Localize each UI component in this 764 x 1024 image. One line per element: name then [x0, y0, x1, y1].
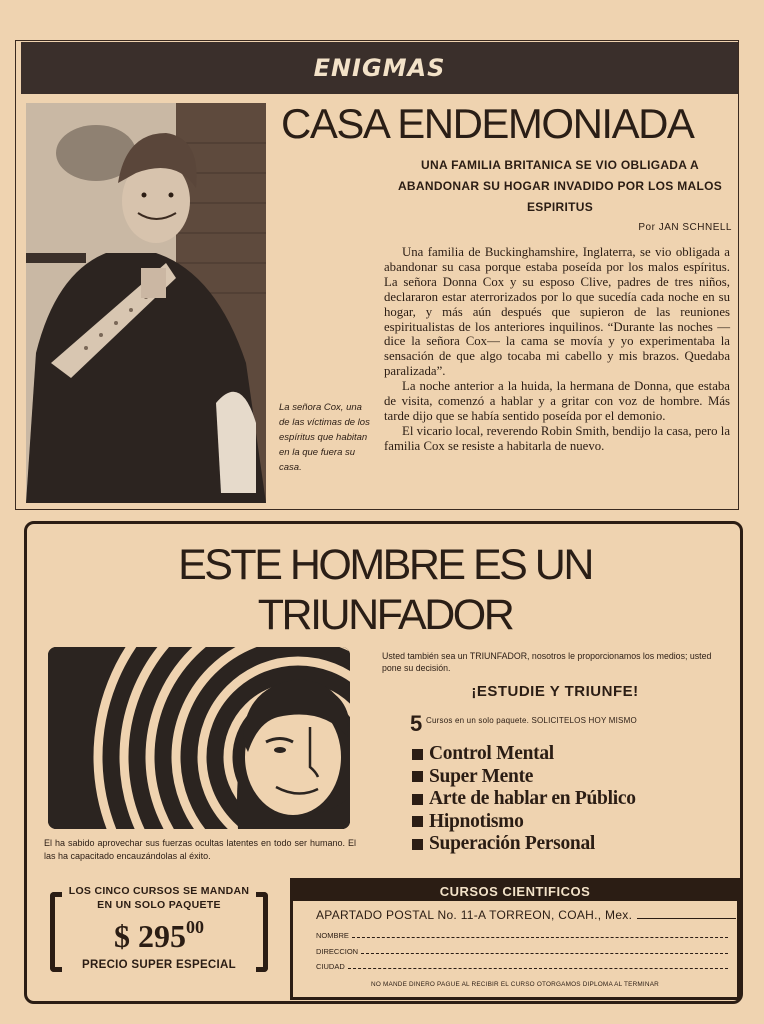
- field-line[interactable]: [348, 968, 728, 969]
- ad-title: [60, 540, 710, 640]
- ad-title-line: TRIUNFADOR: [257, 591, 513, 639]
- field-label: NOMBRE: [316, 931, 349, 940]
- course-item: [412, 766, 732, 789]
- price-line: LOS CINCO CURSOS SE MANDAN: [68, 885, 250, 897]
- course-label: Control Mental: [429, 743, 554, 765]
- course-item: [412, 788, 732, 811]
- course-item: [412, 833, 732, 856]
- price-line: EN UN SOLO PAQUETE: [97, 899, 221, 911]
- ad-image-caption: El ha sabido aprovechar sus fuerzas ocultas latentes en todo ser humano. El las ha capacitado encauzándolas al éxito.: [44, 838, 356, 861]
- article-paragraph: El vicario local, reverendo Robin Smith, bendijo la casa, pero la familia Cox se resiste a habitarla de nuevo.: [384, 423, 730, 453]
- article-headline: CASA ENDEMONIADA: [281, 100, 694, 147]
- man-with-rings-illustration: [48, 647, 350, 829]
- square-bullet-icon: [412, 794, 423, 805]
- city-field[interactable]: [316, 962, 728, 971]
- price-label: PRECIO SUPER ESPECIAL: [82, 959, 236, 971]
- photo-caption: La señora Cox, una de las víctimas de los espíritus que habitan en la que fuera su casa.: [279, 402, 370, 473]
- coupon-header: [293, 881, 737, 901]
- coupon-note: NO MANDE DINERO PAGUE AL RECIBIR EL CURSO OTORGAMOS DIPLOMA AL TERMINAR: [371, 981, 659, 988]
- course-label: Hipnotismo: [429, 810, 524, 832]
- ad-man-illustration: [48, 647, 350, 829]
- ad-slogan: ¡ESTUDIE Y TRIUNFE!: [471, 683, 639, 700]
- square-bullet-icon: [412, 771, 423, 782]
- field-line[interactable]: [352, 937, 728, 938]
- course-item: [412, 743, 732, 766]
- ad-intro-text: Usted también sea un TRIUNFADOR, nosotros le proporcionamos los medios; usted pone su decisión.: [382, 651, 712, 673]
- article-subhead: UNA FAMILIA BRITANICA SE VIO OBLIGADA A ABANDONAR SU HOGAR INVADIDO POR LOS MALOS ESPIRITUS: [397, 158, 723, 214]
- coupon-address-text: APARTADO POSTAL No. 11-A TORREON, COAH., Mex.: [316, 908, 633, 922]
- square-bullet-icon: [412, 816, 423, 827]
- article-paragraph: Una familia de Buckinghamshire, Inglaterra, se vio obligada a abandonar su casa porque estaba poseída por los malos espíritus. La señora Donna Cox y su esposo Clive, padres de tres niños, declararon estar aterrorizados por lo que sucedía cada noche en su hogar, y más aún después que supieron de las reuniones espiritualistas de los anteriores inquilinos. “Durante las noches —dice la señora Cox— la cama se movía y yo experimentaba la sensación de que algo tocaba mi cabello y mis brazos. Quedaba paralizada”.: [384, 245, 730, 379]
- square-bullet-icon: [412, 839, 423, 850]
- article-body: [384, 245, 730, 454]
- article-photo: [26, 103, 266, 503]
- address-line: [637, 918, 736, 919]
- course-list: [412, 743, 732, 856]
- article-paragraph: La noche anterior a la huida, la hermana de Donna, que estaba de visita, comenzó a hablar y a gritar con voz de hombre. Más tarde dijo que se había sentido poseída por el demonio.: [384, 379, 730, 423]
- field-label: DIRECCION: [316, 947, 359, 956]
- field-label: CIUDAD: [316, 962, 345, 971]
- square-bullet-icon: [412, 749, 423, 760]
- course-count: 5: [410, 711, 423, 736]
- field-line[interactable]: [361, 953, 728, 954]
- section-header: [21, 42, 738, 94]
- order-coupon: [290, 878, 740, 1000]
- price-value: 295: [138, 918, 186, 954]
- price-box: [50, 880, 268, 980]
- price-currency: $: [114, 918, 130, 954]
- price-amount: [50, 917, 268, 955]
- course-label: Superación Personal: [429, 833, 596, 855]
- course-label: Arte de hablar en Público: [429, 788, 636, 810]
- price-cents: 00: [186, 917, 204, 937]
- section-title: ENIGMAS: [313, 54, 446, 82]
- woman-photo-illustration: [26, 103, 266, 503]
- ad-title-line: ESTE HOMBRE ES UN: [178, 541, 592, 589]
- course-label: Super Mente: [429, 765, 534, 787]
- course-count-text: Cursos en un solo paquete. SOLICITELOS HOY MISMO: [426, 716, 637, 725]
- coupon-address: [316, 908, 736, 922]
- article-byline: Por JAN SCHNELL: [638, 222, 732, 233]
- coupon-header-label: CURSOS CIENTIFICOS: [439, 883, 591, 899]
- course-item: [412, 811, 732, 834]
- name-field[interactable]: [316, 931, 728, 940]
- address-field[interactable]: [316, 947, 728, 956]
